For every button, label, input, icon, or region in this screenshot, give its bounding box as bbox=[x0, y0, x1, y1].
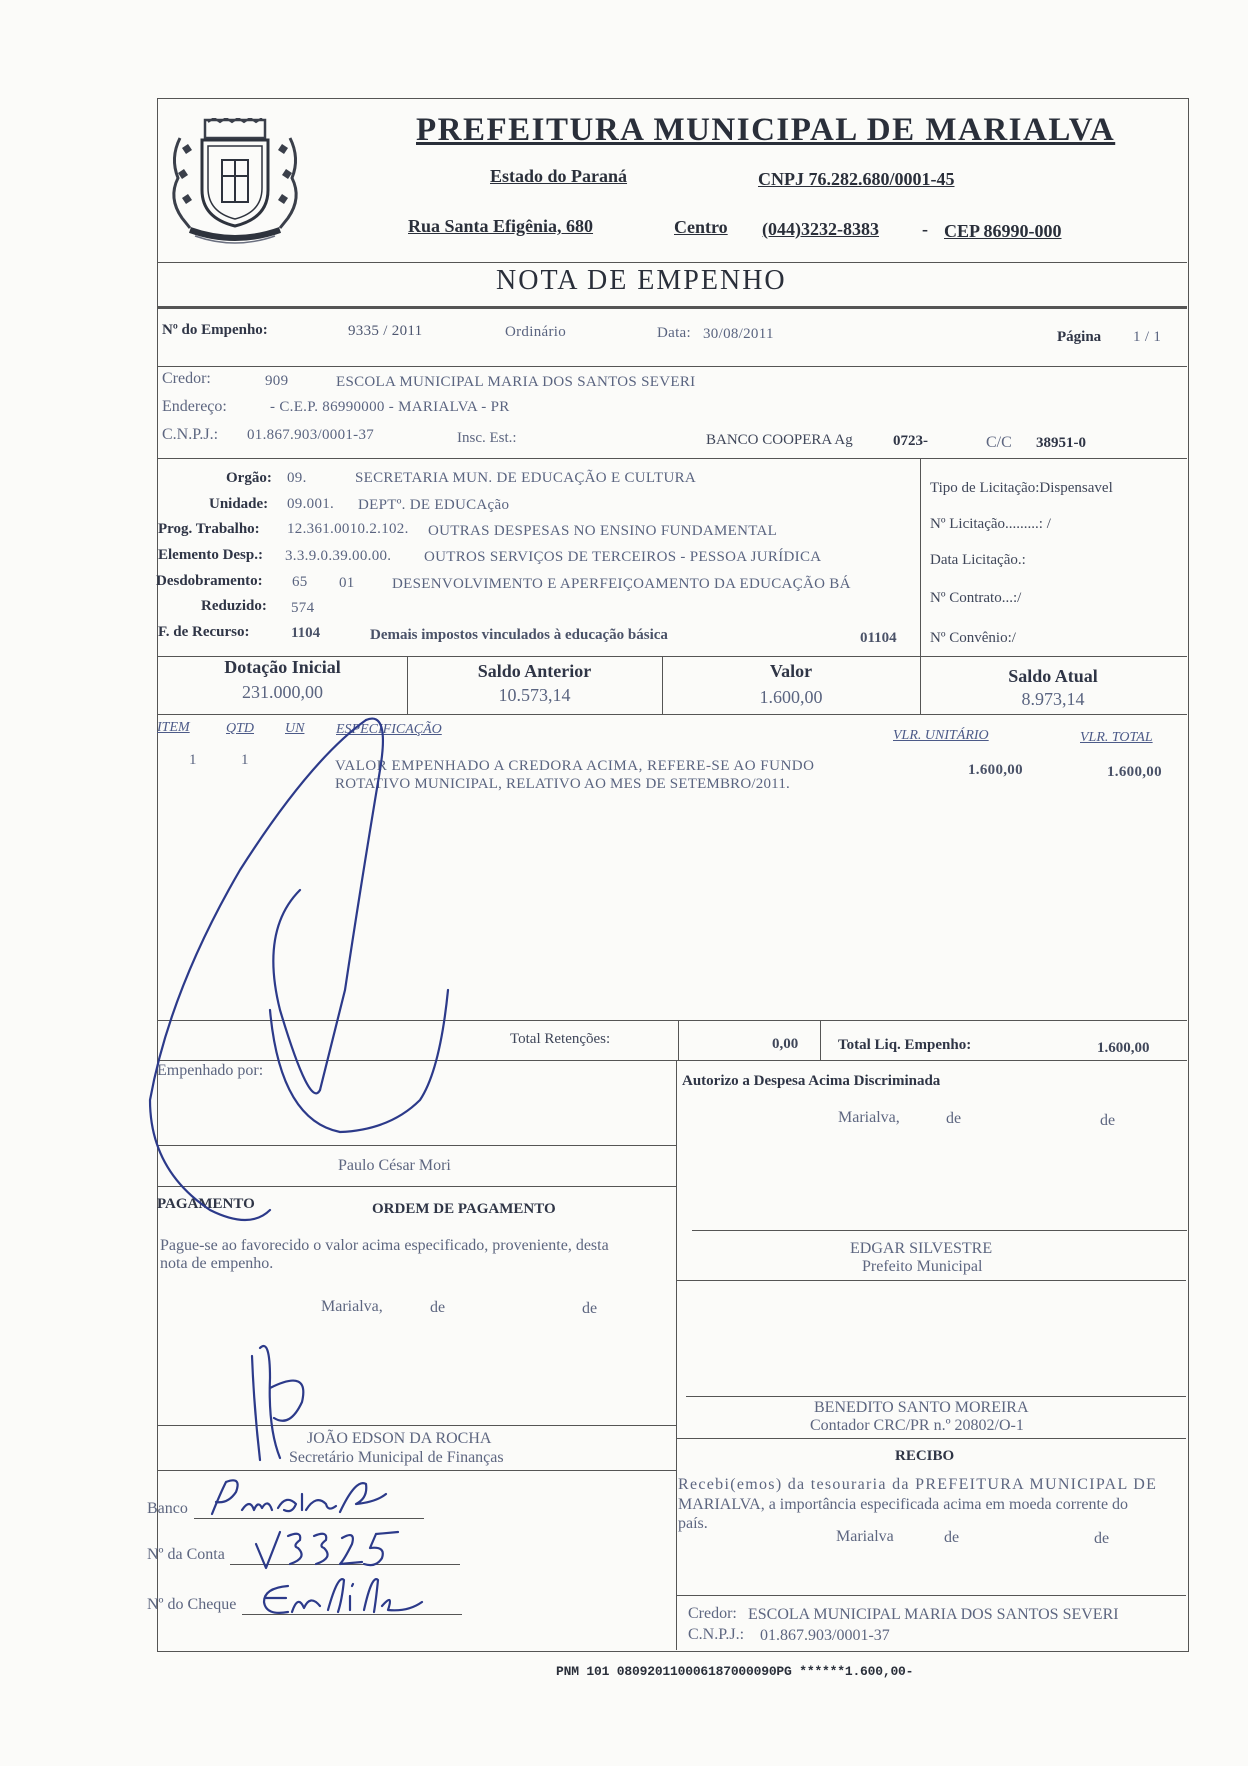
desdobramento-code-1: 65 bbox=[292, 574, 308, 590]
dotacao-inicial-label: Dotação Inicial bbox=[224, 657, 341, 677]
saldo-atual-label: Saldo Atual bbox=[1008, 666, 1098, 686]
credor-code: 909 bbox=[265, 373, 289, 389]
credor-name: ESCOLA MUNICIPAL MARIA DOS SANTOS SEVERI bbox=[336, 374, 696, 390]
qtd-column-header: QTD bbox=[226, 721, 255, 736]
credor-cnpj-label: C.N.P.J.: bbox=[162, 426, 219, 443]
pagamento-month-separator: de bbox=[582, 1300, 598, 1317]
saldo-atual-value: 8.973,14 bbox=[1021, 689, 1085, 709]
address-cep: CEP 86990-000 bbox=[944, 221, 1062, 241]
address-street: Rua Santa Efigênia, 680 bbox=[408, 216, 594, 236]
prefeitura-cnpj: CNPJ 76.282.680/0001-45 bbox=[758, 169, 955, 189]
item-description-line-1: VALOR EMPENHADO A CREDORA ACIMA, REFERE-SE AO FUNDO bbox=[335, 758, 815, 774]
empenho-date: 30/08/2011 bbox=[703, 326, 774, 342]
address-label: Endereço: bbox=[162, 398, 227, 415]
recibo-day-separator: de bbox=[944, 1529, 960, 1546]
autorizo-city: Marialva, bbox=[838, 1109, 900, 1126]
recibo-city: Marialva bbox=[836, 1528, 894, 1545]
fonte-recurso-code: 1104 bbox=[291, 625, 321, 641]
prog-trabalho-name: OUTRAS DESPESAS NO ENSINO FUNDAMENTAL bbox=[428, 523, 778, 539]
pagamento-label: PAGAMENTO bbox=[157, 1196, 255, 1212]
bank-account: 38951-0 bbox=[1036, 435, 1086, 451]
divider bbox=[157, 306, 1187, 309]
unidade-code: 09.001. bbox=[287, 496, 335, 512]
contador-name: BENEDITO SANTO MOREIRA bbox=[814, 1399, 1029, 1416]
fonte-recurso-name: Demais impostos vinculados à educação básica bbox=[370, 627, 668, 643]
signature-line bbox=[692, 1230, 1187, 1231]
un-column-header: UN bbox=[285, 721, 305, 736]
bank-name: BANCO COOPERA Ag bbox=[706, 432, 853, 448]
recibo-text-line-1: Recebi(emos) da tesouraria da PREFEITURA MUNICIPAL DE bbox=[678, 1476, 1158, 1493]
saldo-anterior-value: 10.573,14 bbox=[498, 685, 571, 705]
item-number: 1 bbox=[189, 752, 197, 768]
unit-value-column-header: VLR. UNITÁRIO bbox=[893, 728, 989, 743]
desdobramento-label: Desdobramento: bbox=[156, 573, 263, 589]
item-description-line-2: ROTATIVO MUNICIPAL, RELATIVO AO MES DE SETEMBRO/2011. bbox=[335, 776, 790, 792]
data-licitacao: Data Licitação.: bbox=[930, 552, 1026, 568]
empenhado-por-label: Empenhado por: bbox=[157, 1062, 264, 1079]
elemento-name: OUTROS SERVIÇOS DE TERCEIROS - PESSOA JURÍDICA bbox=[424, 549, 822, 565]
divider bbox=[676, 1438, 1186, 1439]
autorizo-label: Autorizo a Despesa Acima Discriminada bbox=[682, 1073, 941, 1089]
prefeito-name: EDGAR SILVESTRE bbox=[850, 1240, 993, 1257]
recibo-credor-name: ESCOLA MUNICIPAL MARIA DOS SANTOS SEVERI bbox=[748, 1606, 1119, 1623]
state-name: Estado do Paraná bbox=[490, 166, 628, 186]
especificacao-column-header: ESPECIFICAÇÃO bbox=[336, 722, 442, 737]
autorizo-month-separator: de bbox=[1100, 1112, 1116, 1129]
fonte-recurso-code-2: 01104 bbox=[860, 630, 897, 646]
orgao-label: Orgão: bbox=[226, 470, 272, 486]
numero-convenio: Nº Convênio:/ bbox=[930, 630, 1016, 646]
cheque-label: Nº do Cheque bbox=[147, 1596, 237, 1613]
contador-role: Contador CRC/PR n.º 20802/O-1 bbox=[810, 1417, 1024, 1434]
banco-handwriting-icon bbox=[206, 1474, 406, 1524]
pagamento-text-line-2: nota de empenho. bbox=[160, 1255, 274, 1272]
coat-of-arms-icon bbox=[160, 118, 310, 248]
cheque-handwriting-icon bbox=[258, 1572, 448, 1624]
rubric-signature-icon bbox=[130, 690, 470, 1230]
item-column-header: ITEM bbox=[157, 720, 190, 735]
empenhado-por-name: Paulo César Mori bbox=[338, 1157, 451, 1174]
orgao-name: SECRETARIA MUN. DE EDUCAÇÃO E CULTURA bbox=[355, 470, 697, 486]
fonte-recurso-label: F. de Recurso: bbox=[158, 624, 250, 640]
conta-handwriting-icon bbox=[252, 1526, 412, 1574]
secretario-signature-icon bbox=[240, 1328, 320, 1468]
valor-label: Valor bbox=[769, 661, 813, 681]
recibo-cnpj-label: C.N.P.J.: bbox=[688, 1626, 745, 1643]
divider bbox=[678, 1020, 679, 1060]
footer-bank-code: PNM 101 080920110006187000090PG ******1.600,00- bbox=[556, 1664, 914, 1679]
conta-label: Nº da Conta bbox=[147, 1546, 225, 1563]
secretario-name: JOÃO EDSON DA ROCHA bbox=[307, 1430, 492, 1447]
divider bbox=[157, 458, 1187, 459]
credor-label: Credor: bbox=[162, 370, 211, 387]
empenho-type: Ordinário bbox=[505, 324, 567, 340]
pagamento-text-line-1: Pague-se ao favorecido o valor acima especificado, proveniente, desta bbox=[160, 1237, 609, 1254]
total-liquido-label: Total Liq. Empenho: bbox=[838, 1037, 972, 1053]
orgao-code: 09. bbox=[287, 470, 307, 486]
prefeito-role: Prefeito Municipal bbox=[862, 1258, 983, 1275]
recibo-cnpj: 01.867.903/0001-37 bbox=[760, 1627, 890, 1644]
date-label: Data: bbox=[657, 325, 691, 341]
address-separator: - bbox=[922, 219, 928, 239]
empenho-number: 9335 / 2011 bbox=[348, 323, 423, 339]
prog-trabalho-label: Prog. Trabalho: bbox=[158, 521, 260, 537]
autorizo-day-separator: de bbox=[946, 1110, 962, 1127]
document-title: NOTA DE EMPENHO bbox=[496, 265, 787, 296]
pagamento-day-separator: de bbox=[430, 1299, 446, 1316]
pagamento-city: Marialva, bbox=[321, 1298, 383, 1315]
recibo-month-separator: de bbox=[1094, 1530, 1110, 1547]
signature-line bbox=[157, 1425, 677, 1426]
desdobramento-code-2: 01 bbox=[339, 575, 355, 591]
divider bbox=[157, 262, 1187, 263]
bank-agency: 0723- bbox=[893, 433, 928, 449]
elemento-code: 3.3.9.0.39.00.00. bbox=[285, 548, 392, 564]
total-value-column-header: VLR. TOTAL bbox=[1080, 730, 1153, 745]
credor-cnpj: 01.867.903/0001-37 bbox=[247, 427, 375, 443]
prefeitura-title: PREFEITURA MUNICIPAL DE MARIALVA bbox=[416, 112, 1116, 148]
recibo-text-line-2: MARIALVA, a importância especificada acima em moeda corrente do bbox=[678, 1496, 1129, 1513]
prog-trabalho-code: 12.361.0010.2.102. bbox=[287, 521, 409, 537]
unidade-label: Unidade: bbox=[209, 496, 269, 512]
page-number: 1 / 1 bbox=[1133, 329, 1162, 345]
reduzido-label: Reduzido: bbox=[201, 598, 267, 614]
credor-address: - C.E.P. 86990000 - MARIALVA - PR bbox=[270, 399, 510, 415]
divider bbox=[157, 1470, 677, 1471]
numero-licitacao: Nº Licitação.........: / bbox=[930, 516, 1051, 532]
divider bbox=[157, 366, 1187, 367]
recibo-text-line-3: país. bbox=[678, 1515, 708, 1532]
unidade-name: DEPTº. DE EDUCAção bbox=[358, 497, 510, 513]
secretario-role: Secretário Municipal de Finanças bbox=[289, 1449, 504, 1466]
valor-value: 1.600,00 bbox=[759, 687, 823, 707]
total-retencoes-value: 0,00 bbox=[772, 1036, 799, 1052]
address-phone: (044)3232-8383 bbox=[762, 219, 879, 239]
saldo-anterior-label: Saldo Anterior bbox=[477, 661, 592, 681]
divider bbox=[920, 458, 921, 656]
divider bbox=[820, 1020, 821, 1060]
total-retencoes-label: Total Retenções: bbox=[510, 1031, 611, 1047]
numero-contrato: Nº Contrato...:/ bbox=[930, 590, 1022, 606]
page-label: Página bbox=[1057, 329, 1102, 345]
desdobramento-name: DESENVOLVIMENTO E APERFEIÇOAMENTO DA EDUCAÇÃO BÁ bbox=[392, 576, 851, 592]
recibo-title: RECIBO bbox=[895, 1448, 955, 1464]
tipo-licitacao: Tipo de Licitação:Dispensavel bbox=[930, 480, 1113, 496]
item-total-value: 1.600,00 bbox=[1107, 764, 1162, 780]
item-quantity: 1 bbox=[241, 752, 249, 768]
divider bbox=[676, 1060, 677, 1650]
insc-est-label: Insc. Est.: bbox=[457, 430, 517, 446]
elemento-label: Elemento Desp.: bbox=[158, 547, 263, 563]
dotacao-inicial-value: 231.000,00 bbox=[242, 682, 323, 702]
signature-line bbox=[676, 1595, 1186, 1596]
ordem-pagamento-title: ORDEM DE PAGAMENTO bbox=[372, 1201, 556, 1217]
recibo-credor-label: Credor: bbox=[688, 1605, 737, 1622]
signature-line bbox=[686, 1396, 1186, 1397]
total-liquido-value: 1.600,00 bbox=[1097, 1040, 1150, 1056]
address-district: Centro bbox=[674, 217, 728, 237]
item-unit-value: 1.600,00 bbox=[968, 762, 1023, 778]
empenho-number-label: Nº do Empenho: bbox=[162, 322, 268, 338]
reduzido-code: 574 bbox=[291, 600, 315, 616]
divider bbox=[676, 1280, 1186, 1281]
account-label: C/C bbox=[986, 434, 1012, 451]
banco-label: Banco bbox=[147, 1500, 188, 1517]
